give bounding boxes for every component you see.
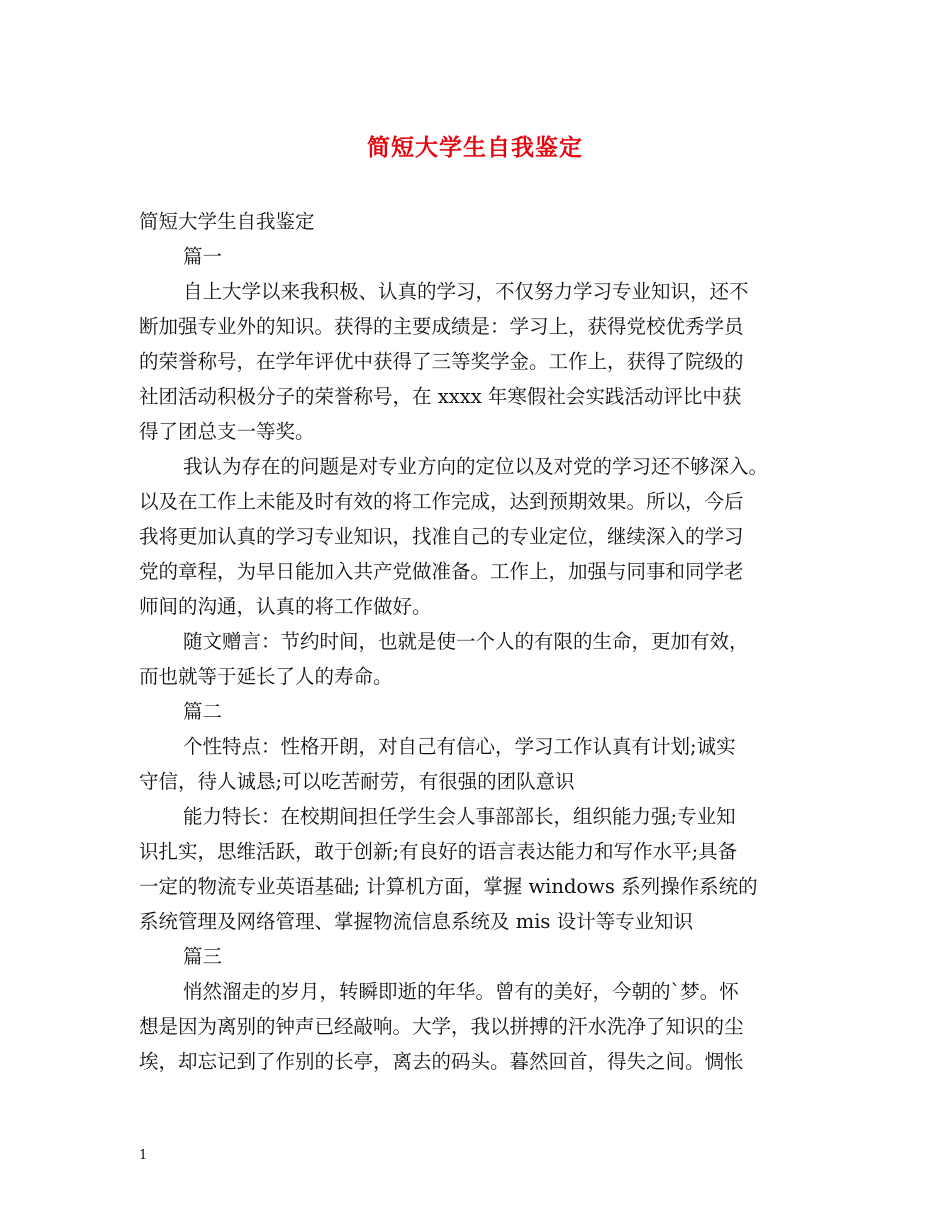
body-line: 我认为存在的问题是对专业方向的定位以及对党的学习还不够深入。 xyxy=(183,455,769,478)
body-line: 想是因为离别的钟声已经敲响。大学，我以拼搏的汗水洗净了知识的尘 xyxy=(139,1015,744,1038)
body-line: 简短大学生自我鉴定 xyxy=(139,210,315,233)
page-number: 1 xyxy=(139,1148,148,1163)
body-line: 埃，却忘记到了作别的长亭，离去的码头。暮然回首，得失之间。惆怅 xyxy=(139,1050,744,1073)
body-line: 我将更加认真的学习专业知识，找准自己的专业定位，继续深入的学习 xyxy=(139,525,744,548)
body-line: 篇二 xyxy=(183,700,223,723)
body-line: 自上大学以来我积极、认真的学习，不仅努力学习专业知识，还不 xyxy=(183,280,749,303)
body-line: 识扎实，思维活跃，敢于创新;有良好的语言表达能力和写作水平;具备 xyxy=(139,840,738,863)
body-line: 守信，待人诚恳;可以吃苦耐劳，有很强的团队意识 xyxy=(139,770,575,793)
body-line: 断加强专业外的知识。获得的主要成绩是：学习上，获得党校优秀学员 xyxy=(139,315,744,338)
body-line: 一定的物流专业英语基础; 计算机方面，掌握 windows 系列操作系统的 xyxy=(139,875,758,898)
body-line: 随文赠言：节约时间，也就是使一个人的有限的生命，更加有效， xyxy=(183,630,749,653)
body-line: 的荣誉称号，在学年评优中获得了三等奖学金。工作上，获得了院级的 xyxy=(139,350,744,373)
body-line: 能力特长：在校期间担任学生会人事部部长，组织能力强;专业知 xyxy=(183,805,736,828)
body-line: 以及在工作上未能及时有效的将工作完成，达到预期效果。所以，今后 xyxy=(139,490,744,513)
body-line: 篇一 xyxy=(183,245,223,268)
document-body xyxy=(139,204,829,1079)
body-line: 得了团总支一等奖。 xyxy=(139,420,315,443)
body-line: 个性特点：性格开朗，对自己有信心，学习工作认真有计划;诚实 xyxy=(183,735,736,758)
body-line: 党的章程，为早日能加入共产党做准备。工作上，加强与同事和同学老 xyxy=(139,560,744,583)
body-line: 悄然溜走的岁月，转瞬即逝的年华。曾有的美好，今朝的`梦。怀 xyxy=(183,980,739,1003)
body-line: 社团活动积极分子的荣誉称号，在 xxxx 年寒假社会实践活动评比中获 xyxy=(139,385,742,408)
body-line: 篇三 xyxy=(183,945,223,968)
body-line: 系统管理及网络管理、掌握物流信息系统及 mis 设计等专业知识 xyxy=(139,910,694,933)
body-line: 而也就等于延长了人的寿命。 xyxy=(139,665,393,688)
document-title: 简短大学生自我鉴定 xyxy=(367,134,583,161)
body-line: 师间的沟通，认真的将工作做好。 xyxy=(139,595,432,618)
